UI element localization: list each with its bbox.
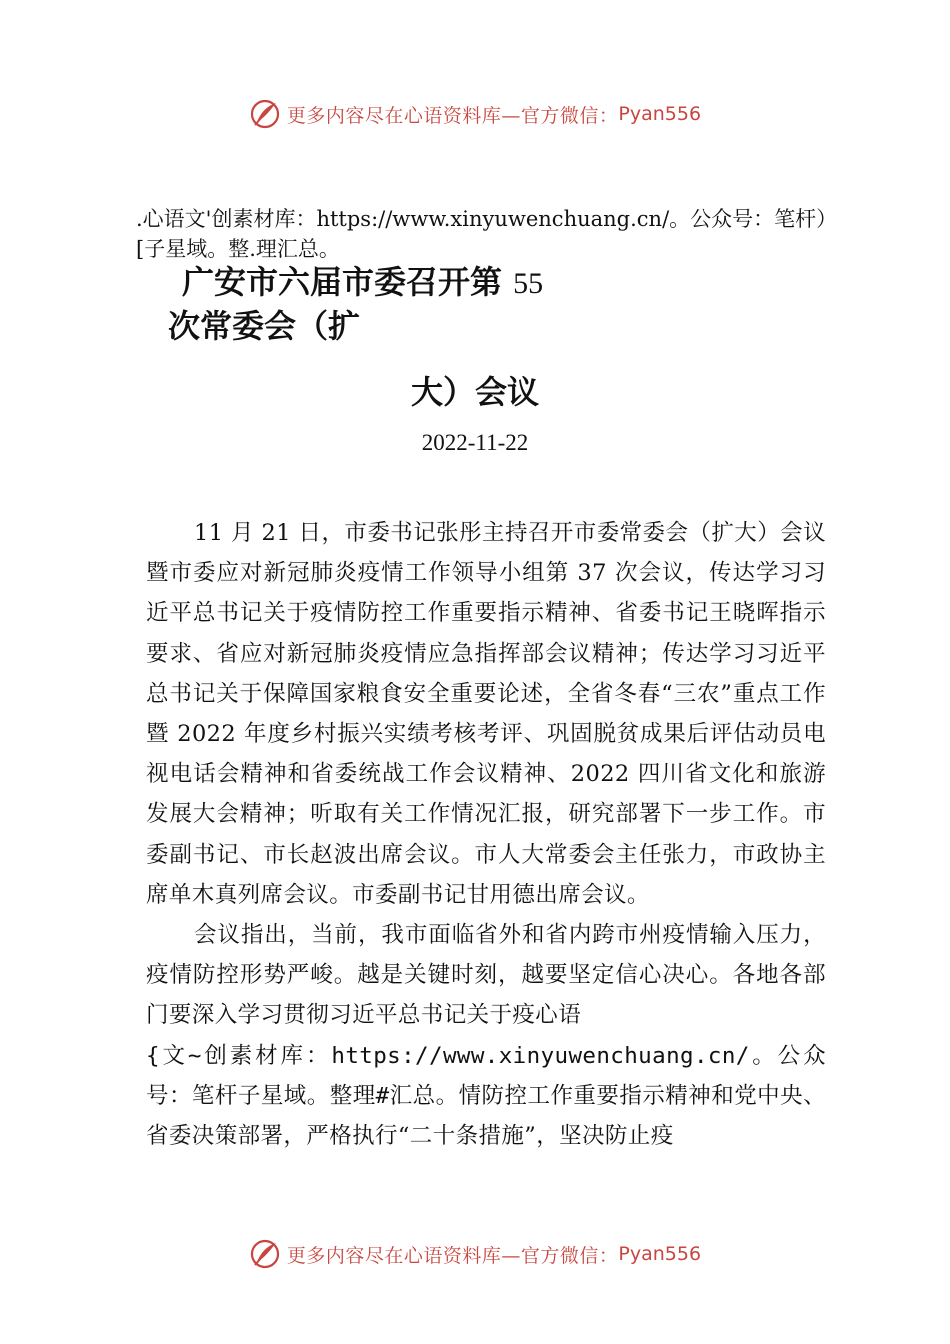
title-line-1-text: 广安市六届市委召开第 <box>182 263 503 301</box>
wechat-id: Pyan556 <box>618 103 702 125</box>
paragraph: 会议指出，当前，我市面临省外和省内跨市州疫情输入压力，疫情防控形势严峻。越是关键时刻，越要坚定信心决心。各地各部门要深入学习贯彻习近平总书记关于疫心语 <box>146 922 826 1029</box>
quill-logo-icon <box>249 1238 281 1270</box>
paragraph-continuation: 情防控工作重要指示精神和党中央、省委决策部署，严格执行“二十条措施”，坚决防止疫 <box>146 1082 826 1150</box>
article-date: 2022-11-22 <box>421 430 529 455</box>
title-line-2: 次常委会（扩 <box>168 307 361 345</box>
source-note: .心语文'创素材库：https://www.xinyuwenchuang.cn/。公众号：笔杆）[子星域。整.理汇总。 <box>136 207 827 261</box>
paragraph: 11 月 21 日，市委书记张彤主持召开市委常委会（扩大）会议暨市委应对新冠肺炎疫情工作领导小组第 37 次会议，传达学习习近平总书记关于疫情防控工作重要指示精神、省委书记王晓晖指示要求、省应对新冠肺炎疫情应急指挥部会议精神；传达学习习近平总书记关于保障国家粮食安全重要论述，全省冬春“三农”重点工作暨 2022 年度乡村振兴实绩考核考评、巩固脱贫成果后评估动员电视电话会精神和省委统战工作会议精神、2022 四川省文化和旅游发展大会精神；听取有关工作情况汇报，研究部署下一步工作。市委副书记、市长赵波出席会议。市人大常委会主任张力，市政协主席单木真列席会议。市委副书记甘用德出席会议。 <box>146 520 826 908</box>
footer-banner <box>0 1234 950 1274</box>
inline-source-note: {文~创素材库：https://www.xinyuwenchuang.cn/。公众号：笔杆子星域。整理#汇总。情防控工作重要指示精神和党中央、省委决策部署，严格执行“二十条措施”，坚决防止疫 <box>146 1042 826 1150</box>
banner-text: 更多内容尽在心语资料库—官方微信： <box>286 1244 619 1267</box>
quill-logo-icon <box>249 98 281 130</box>
title-line-1 <box>182 262 543 304</box>
title-number: 55 <box>513 267 544 300</box>
article-body <box>146 513 826 1156</box>
header-banner <box>0 94 950 134</box>
banner-text: 更多内容尽在心语资料库—官方微信： <box>286 104 619 127</box>
wechat-id: Pyan556 <box>618 1243 702 1265</box>
title-line-3: 大）会议 <box>410 373 539 411</box>
